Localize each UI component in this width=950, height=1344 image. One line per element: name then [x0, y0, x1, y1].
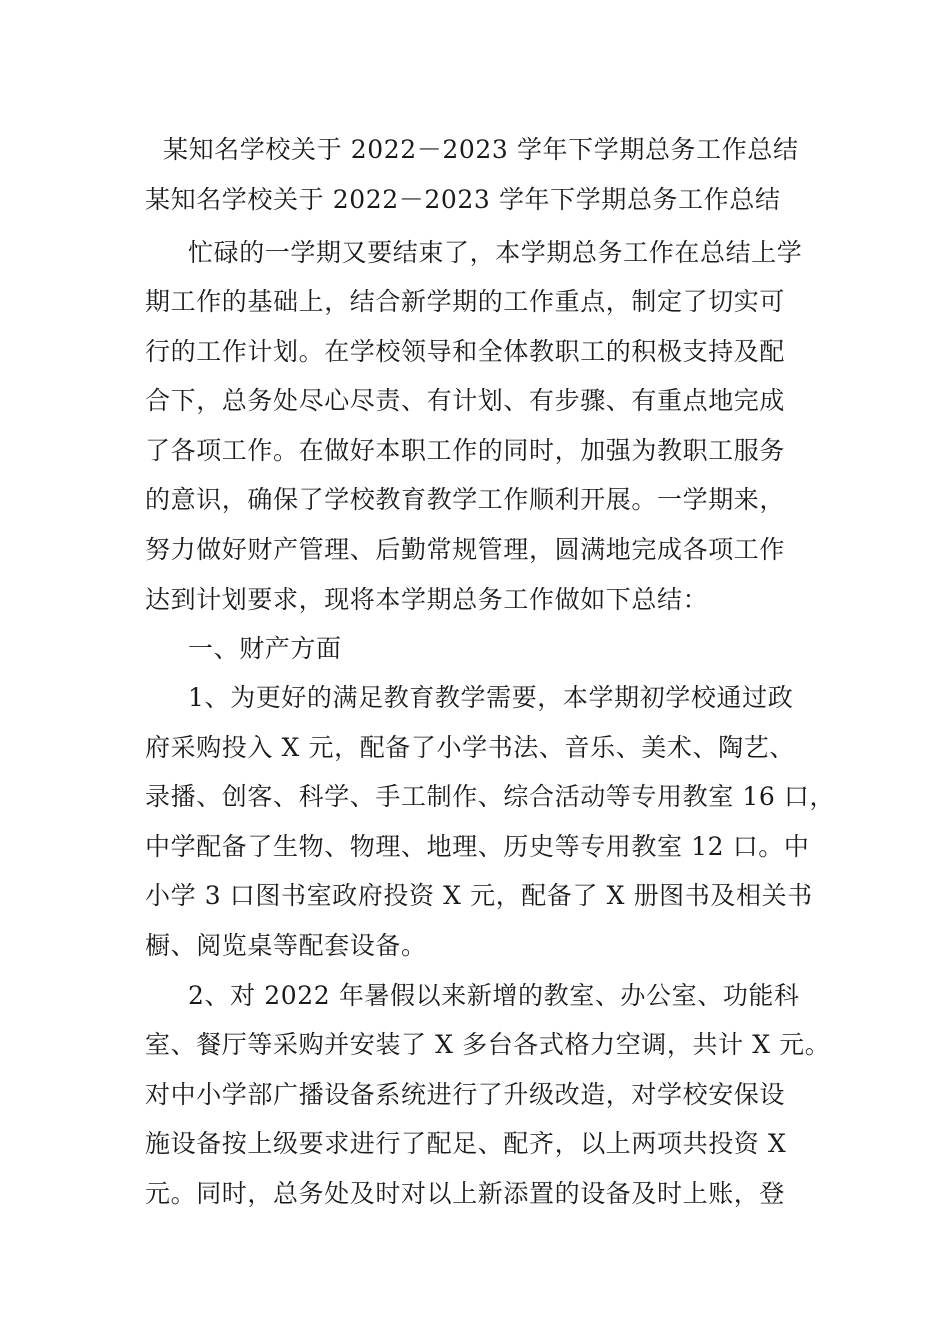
paragraph-line: 2、对 2022 年暑假以来新增的教室、办公室、功能科	[188, 981, 800, 1010]
paragraph-line: 合下，总务处尽心尽责、有计划、有步骤、有重点地完成	[145, 386, 786, 415]
document-title: 某知名学校关于 2022－2023 学年下学期总务工作总结	[163, 135, 799, 164]
paragraph-line: 橱、阅览桌等配套设备。	[145, 931, 427, 960]
section-heading: 一、财产方面	[188, 634, 342, 663]
paragraph-line: 的意识，确保了学校教育教学工作顺利开展。一学期来，	[145, 485, 786, 514]
paragraph-line: 努力做好财产管理、后勤常规管理，圆满地完成各项工作	[145, 535, 786, 564]
paragraph-line: 期工作的基础上，结合新学期的工作重点，制定了切实可	[145, 287, 786, 316]
paragraph-line: 忙碌的一学期又要结束了，本学期总务工作在总结上学	[188, 238, 803, 267]
document-subtitle: 某知名学校关于 2022－2023 学年下学期总务工作总结	[145, 185, 781, 214]
paragraph-line: 中学配备了生物、物理、地理、历史等专用教室 12 口。中	[145, 832, 810, 861]
paragraph-line: 1、为更好的满足教育教学需要，本学期初学校通过政	[188, 683, 794, 712]
paragraph-line: 施设备按上级要求进行了配足、配齐，以上两项共投资 X	[145, 1129, 787, 1158]
paragraph-line: 录播、创客、科学、手工制作、综合活动等专用教室 16 口，	[145, 782, 836, 811]
paragraph-line: 行的工作计划。在学校领导和全体教职工的积极支持及配	[145, 337, 786, 366]
paragraph-line: 府采购投入 X 元，配备了小学书法、音乐、美术、陶艺、	[145, 733, 795, 762]
paragraph-line: 元。同时，总务处及时对以上新添置的设备及时上账，登	[145, 1179, 786, 1208]
paragraph-line: 小学 3 口图书室政府投资 X 元，配备了 X 册图书及相关书	[145, 881, 813, 910]
paragraph-line: 对中小学部广播设备系统进行了升级改造，对学校安保设	[145, 1080, 786, 1109]
paragraph-line: 了各项工作。在做好本职工作的同时，加强为教职工服务	[145, 436, 786, 465]
paragraph-line: 达到计划要求，现将本学期总务工作做如下总结：	[145, 585, 709, 614]
paragraph-line: 室、餐厅等采购并安装了 X 多台各式格力空调，共计 X 元。	[145, 1030, 831, 1059]
